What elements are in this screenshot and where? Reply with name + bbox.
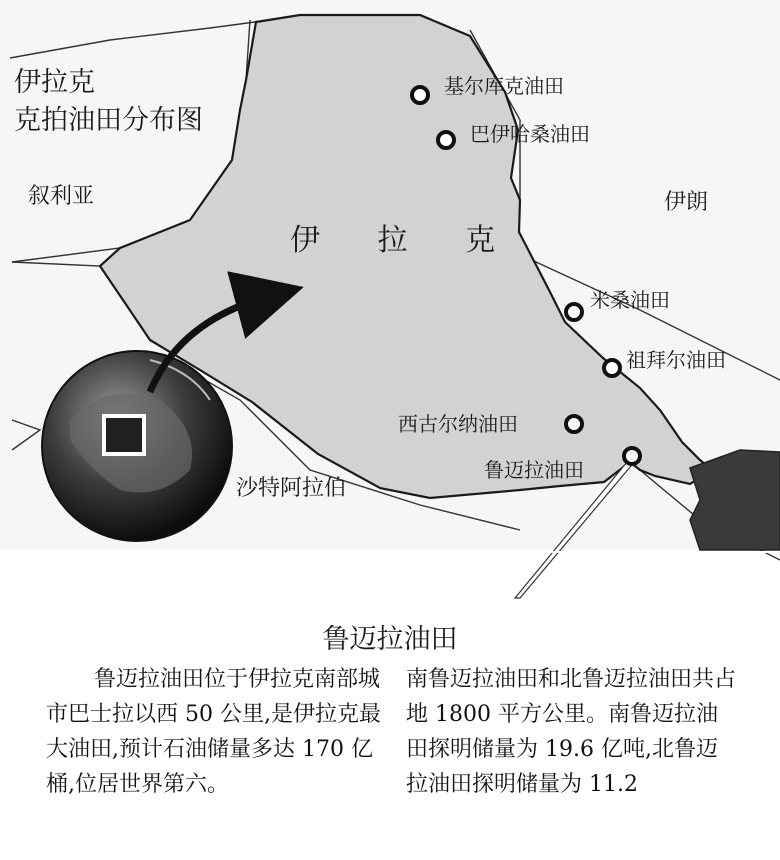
callout-paragraph-left: 鲁迈拉油田位于伊拉克南部城市巴士拉以西 50 公里,是伊拉克最大油田,预计石油储量多达 170 亿桶,位居世界第六。 (46, 667, 381, 797)
callout-panel (0, 600, 780, 860)
map-title (14, 64, 274, 140)
label-rumaila-field: 鲁迈拉油田 (484, 458, 584, 482)
globe-highlight-box (104, 416, 144, 454)
oil-marker-maysan (566, 304, 582, 320)
label-iraq: 伊 拉 克 (290, 223, 520, 258)
label-kirkuk-field: 基尔库克油田 (444, 74, 564, 98)
label-bai-hassan-field: 巴伊哈桑油田 (470, 122, 590, 146)
persian-gulf (690, 450, 780, 550)
oil-marker-kirkuk (412, 87, 428, 103)
label-saudi-arabia: 沙特阿拉伯 (236, 476, 347, 501)
label-iran: 伊朗 (664, 190, 709, 215)
oil-marker-west-qurna (566, 416, 582, 432)
map-title-line1: 伊拉克 (14, 67, 95, 98)
globe-inset (42, 351, 232, 541)
label-zubair-field: 祖拜尔油田 (626, 348, 726, 372)
oil-marker-rumaila (624, 448, 640, 464)
map-title-line2: 克拍油田分布图 (14, 105, 203, 136)
label-maysan-field: 米桑油田 (590, 288, 670, 312)
callout-paragraph-right: 南鲁迈拉油田和北鲁迈拉油田共占地 1800 平方公里。南鲁迈拉油田探明储量为 19.6 亿吨,北鲁迈拉油田探明储量为 11.2 (406, 667, 737, 797)
label-syria: 叙利亚 (28, 184, 95, 209)
label-west-qurna-field: 西古尔纳油田 (398, 412, 518, 436)
callout-title: 鲁迈拉油田 (322, 624, 458, 655)
oil-marker-bai-hassan (438, 132, 454, 148)
oil-marker-zubair (604, 360, 620, 376)
